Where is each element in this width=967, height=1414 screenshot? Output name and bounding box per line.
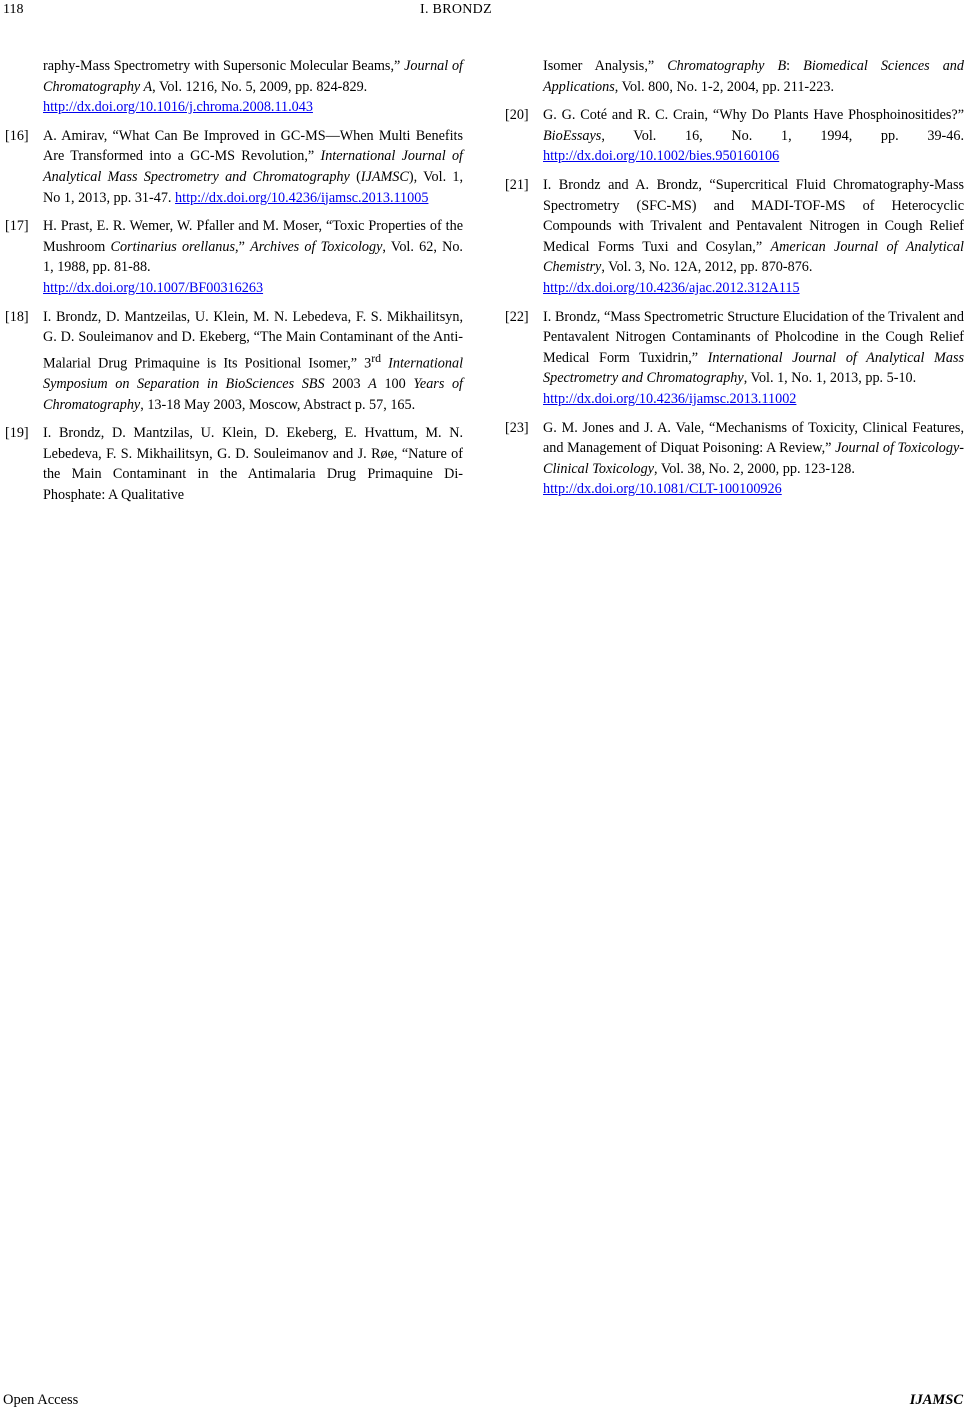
reference-number: [18]	[5, 308, 29, 325]
ref-text: I. Brondz, D. Mantzilas, U. Klein, D. Ekeberg, E. Hvattum, M. N. Lebedeva, F. S. Mikhailitsyn, G. D. Souleimanov and J. Røe, “Nature of the Main Contaminant in the Antimalaria Drug Primaquine Di-Phosphate: A Qualitative	[43, 425, 463, 504]
journal-title: International Journal of Analytical Mass Spectrometry and Chromatography	[43, 148, 463, 185]
ref-text: , Vol. 3, No. 12A, 2012, pp. 870-876.	[601, 259, 813, 276]
symposium-title: Years of Chromatography	[43, 376, 463, 413]
reference-number: [20]	[505, 107, 529, 124]
symposium-title: A	[368, 376, 377, 393]
reference-15-continued	[5, 56, 463, 118]
reference-18	[5, 307, 463, 416]
doi-link[interactable]: http://dx.doi.org/10.1081/CLT-100100926	[543, 481, 782, 498]
doi-link[interactable]: http://dx.doi.org/10.1016/j.chroma.2008.11.043	[43, 99, 313, 116]
ref-text: I. Brondz and A. Brondz, “Supercritical Fluid Chromatography-Mass Spectrometry (SFC-MS) and MADI-TOF-MS of Heterocyclic Compounds with Trivalent and Pentavalent Nitrogen in Cough Relief Medical Forms Tuxi and Cosylan,”	[543, 176, 964, 255]
journal-title: Journal of Chromatography A	[43, 58, 464, 95]
references-left-column	[5, 56, 463, 514]
ref-text: (	[349, 168, 361, 185]
ref-text: ,”	[235, 238, 251, 255]
ref-text: H. Prast, E. R. Wemer, W. Pfaller and M. Moser, “Toxic Properties of the Mushroom	[43, 218, 463, 255]
ref-text: I. Brondz, D. Mantzeilas, U. Klein, M. N. Lebedeva, F. S. Mikhailitsyn, G. D. Souleimanov and D. Ekeberg, “The Main Contaminant of the Anti-Malarial Drug Primaquine is Its Positional Isomer,” 3	[43, 308, 463, 372]
reference-number: [23]	[505, 419, 529, 436]
ref-text: A. Amirav, “What Can Be Improved in GC-MS—When Multi Benefits Are Transformed into a GC-MS Revolution,”	[43, 127, 463, 165]
journal-abbrev: IJAMSC	[360, 168, 409, 185]
doi-link[interactable]: http://dx.doi.org/10.4236/ijamsc.2013.11002	[543, 390, 797, 407]
ref-text: , Vol. 1, No. 1, 2013, pp. 5-10.	[743, 370, 917, 387]
reference-number: [21]	[505, 176, 529, 193]
journal-title: Biomedical Sciences and Applications	[543, 58, 964, 95]
reference-20	[505, 105, 964, 167]
ref-text: , 13-18 May 2003, Moscow, Abstract p. 57, 165.	[140, 396, 416, 413]
ref-text: , Vol. 800, No. 1-2, 2004, pp. 211-223.	[614, 78, 834, 95]
ref-text: ), Vol. 1, No 1, 2013, pp. 31-47.	[43, 168, 464, 206]
ref-text: :	[786, 58, 804, 74]
doi-link[interactable]: http://dx.doi.org/10.1002/bies.950160106	[543, 148, 780, 165]
references-right-column	[505, 56, 964, 508]
reference-19-continued	[505, 56, 964, 97]
reference-number: [17]	[5, 218, 29, 235]
ref-text: , Vol. 62, No. 1, 1988, pp. 81-88.	[43, 238, 463, 276]
journal-title: International Journal of Analytical Mass Spectrometry and Chromatography	[543, 349, 964, 387]
ref-text: , Vol. 38, No. 2, 2000, pp. 123-128.	[654, 460, 855, 477]
ref-text: , Vol. 16, No. 1, 1994, pp. 39-46.	[601, 127, 964, 144]
reference-22	[505, 307, 964, 410]
journal-title: American Journal of Analytical Chemistry	[543, 238, 964, 276]
journal-title: BioEssays	[543, 127, 602, 144]
doi-link[interactable]: http://dx.doi.org/10.4236/ijamsc.2013.11005	[175, 189, 429, 206]
doi-link[interactable]: http://dx.doi.org/10.4236/ajac.2012.312A115	[543, 279, 800, 296]
footer-journal-abbrev: IJAMSC	[909, 1392, 963, 1408]
reference-23	[505, 418, 964, 500]
reference-number: [16]	[5, 127, 29, 144]
ref-text: raphy-Mass Spectrometry with Supersonic Molecular Beams,”	[43, 58, 405, 74]
ref-text: G. G. Coté and R. C. Crain, “Why Do Plants Have Phosphoinositides?”	[543, 107, 964, 124]
page-number: 118	[3, 2, 24, 17]
reference-17	[5, 216, 463, 298]
running-head: I. BRONDZ	[420, 2, 492, 17]
ref-text: Isomer Analysis,”	[543, 58, 668, 74]
ref-text: 100	[376, 376, 414, 393]
symposium-title: International Symposium on Separation in BioSciences SBS	[43, 355, 464, 393]
ref-text: I. Brondz, “Mass Spectrometric Structure Elucidation of the Trivalent and Pentavalent Nitrogen Contaminants of Pholcodine in the Cough Relief Medical Form Tuxidrin,”	[543, 308, 964, 366]
reference-number: [19]	[5, 425, 29, 442]
reference-21	[505, 175, 964, 299]
footer-open-access: Open Access	[3, 1392, 79, 1408]
reference-19	[5, 423, 463, 505]
journal-title: Journal of Toxicology-Clinical Toxicology	[543, 440, 964, 477]
journal-title: Archives of Toxicology	[250, 238, 383, 255]
doi-link[interactable]: http://dx.doi.org/10.1007/BF00316263	[43, 279, 264, 296]
ref-text: , Vol. 1216, No. 5, 2009, pp. 824-829.	[152, 78, 368, 95]
ref-text: 2003	[324, 376, 369, 393]
reference-16	[5, 126, 463, 208]
ref-text: G. M. Jones and J. A. Vale, “Mechanisms of Toxicity, Clinical Features, and Management of Diquat Poisoning: A Review,”	[543, 419, 964, 457]
species-name: Cortinarius orellanus	[110, 238, 236, 255]
ordinal-suffix: rd	[371, 350, 382, 365]
reference-number: [22]	[505, 308, 529, 325]
journal-title: Chromatography B	[667, 58, 787, 74]
